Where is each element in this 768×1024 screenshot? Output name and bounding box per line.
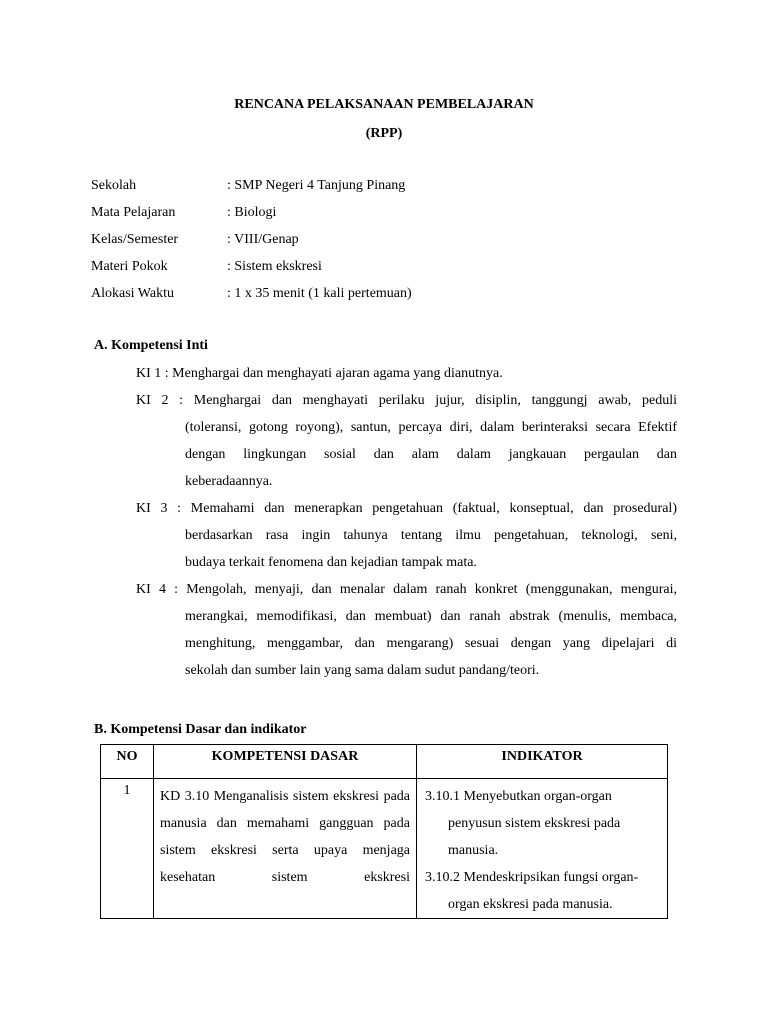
- cell-indicator: [417, 779, 668, 919]
- identity-value: : Biologi: [227, 205, 277, 220]
- document-subtitle: (RPP): [365, 126, 403, 141]
- indicator-line: 3.10.2 Mendeskripsikan fungsi organ-: [425, 870, 639, 885]
- identity-value: : SMP Negeri 4 Tanjung Pinang: [227, 178, 406, 193]
- indicator-line: manusia.: [448, 843, 499, 858]
- ki2-line: KI 2 : Menghargai dan menghayati perilaku jujur, disiplin, tanggungj awab, peduli: [136, 393, 677, 408]
- indicator-line: penyusun sistem ekskresi pada: [448, 816, 621, 831]
- identity-value: : 1 x 35 menit (1 kali pertemuan): [227, 286, 412, 301]
- ki1-text: KI 1 : Menghargai dan menghayati ajaran agama yang dianutnya.: [136, 366, 503, 381]
- identity-label: Alokasi Waktu: [91, 286, 174, 301]
- ki4-line: sekolah dan sumber lain yang sama dalam sudut pandang/teori.: [185, 663, 540, 678]
- identity-value: : VIII/Genap: [227, 232, 299, 247]
- ki4-line: KI 4 : Mengolah, menyaji, dan menalar dalam ranah konkret (menggunakan, mengurai,: [136, 582, 677, 597]
- identity-label: Materi Pokok: [91, 259, 168, 274]
- indicator-line: 3.10.1 Menyebutkan organ-organ: [425, 789, 612, 804]
- ki-list: [136, 360, 677, 684]
- ki3-line: budaya terkait fenomena dan kejadian tampak mata.: [185, 555, 477, 570]
- cell-no: 1: [101, 779, 154, 919]
- header-kd: KOMPETENSI DASAR: [154, 745, 417, 779]
- identity-label: Kelas/Semester: [91, 232, 179, 247]
- indicator-line: organ ekskresi pada manusia.: [448, 897, 613, 912]
- header-indicator: INDIKATOR: [417, 745, 668, 779]
- identity-label: Mata Pelajaran: [91, 205, 176, 220]
- ki4-line: merangkai, memodifikasi, dan membuat) dan ranah abstrak (menulis, membaca,: [185, 609, 677, 624]
- cell-kd: KD 3.10 Menganalisis sistem ekskresi pada manusia dan memahami gangguan pada sistem ekskresi serta upaya menjaga kesehatan sistem ekskresi: [154, 779, 417, 919]
- identity-label: Sekolah: [91, 178, 137, 193]
- ki4-line: menghitung, menggambar, dan mengarang) sesuai dengan yang dipelajari di: [185, 636, 677, 651]
- section-a-heading: A. Kompetensi Inti: [94, 338, 208, 353]
- section-b-heading: B. Kompetensi Dasar dan indikator: [94, 722, 307, 737]
- header-no: NO: [101, 745, 154, 779]
- ki3-line: KI 3 : Memahami dan menerapkan pengetahuan (faktual, konseptual, dan prosedural): [136, 501, 677, 516]
- table-row: [101, 779, 668, 919]
- ki2-line: keberadaannya.: [185, 474, 273, 489]
- ki2-line: dengan lingkungan sosial dan alam dalam jangkauan pergaulan dan: [185, 447, 677, 462]
- ki3-line: berdasarkan rasa ingin tahunya tentang ilmu pengetahuan, teknologi, seni,: [185, 528, 677, 543]
- identity-value: : Sistem ekskresi: [227, 259, 322, 274]
- document-title: RENCANA PELAKSANAAN PEMBELAJARAN: [234, 97, 534, 112]
- table-header-row: [101, 745, 668, 779]
- ki2-line: (toleransi, gotong royong), santun, percaya diri, dalam berinteraksi secara Efektif: [185, 420, 677, 435]
- kd-indicator-table: [100, 744, 668, 919]
